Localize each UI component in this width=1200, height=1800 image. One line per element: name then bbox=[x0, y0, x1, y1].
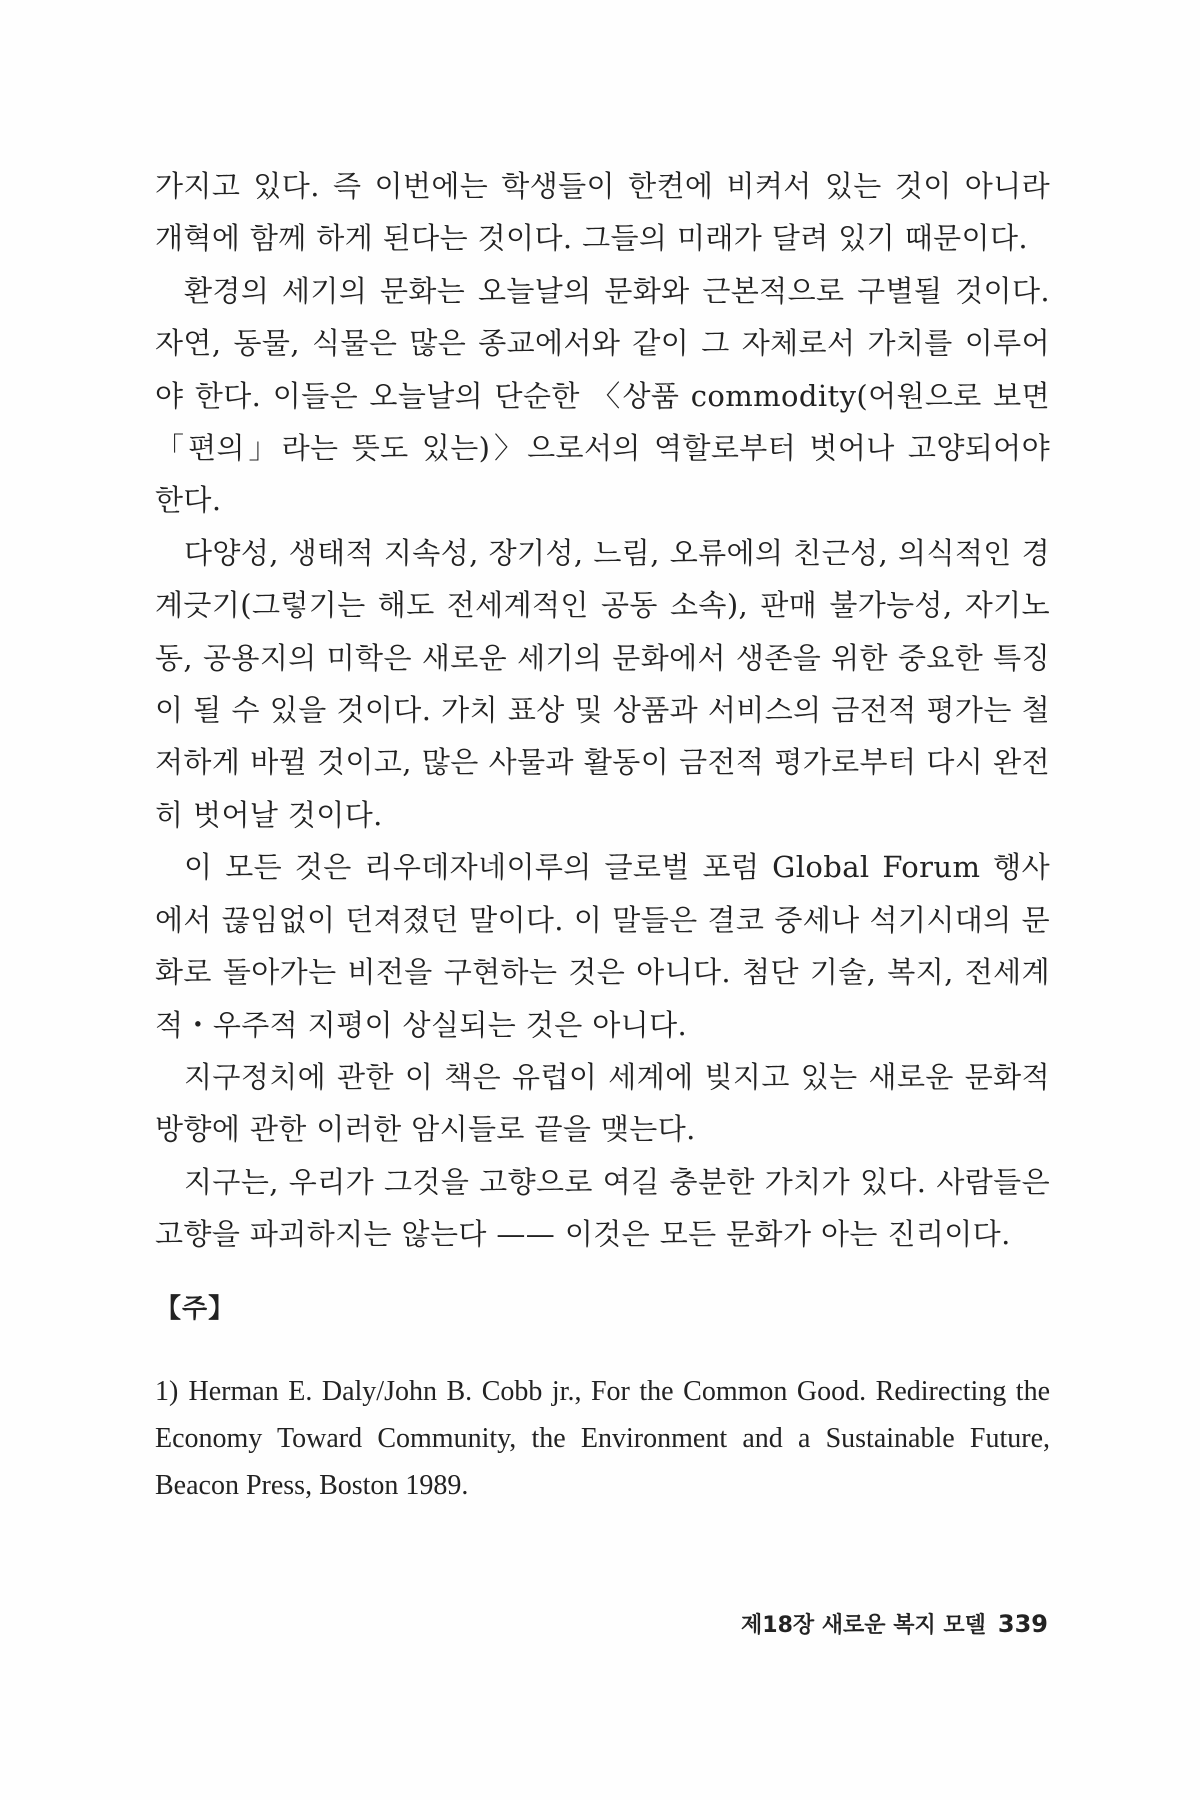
paragraph: 이 모든 것은 리우데자네이루의 글로벌 포럼 Global Forum 행사에서 끊임없이 던져졌던 말이다. 이 말들은 결코 중세나 석기시대의 문화로 돌아가는 비전을 구현하는 것은 아니다. 첨단 기술, 복지, 전세계적・우주적 지평이 상실되는 것은 아니다. bbox=[155, 850, 1050, 1042]
paragraph: 다양성, 생태적 지속성, 장기성, 느림, 오류에의 친근성, 의식적인 경계긋기(그렇기는 해도 전세계적인 공동 소속), 판매 불가능성, 자기노동, 공용지의 미학은 새로운 세기의 문화에서 생존을 위한 중요한 특징이 될 수 있을 것이다. 가치 표상 및 상품과 서비스의 금전적 평가는 철저하게 바뀔 것이고, 많은 사물과 활동이 금전적 평가로부터 다시 완전히 벗어날 것이다. bbox=[155, 535, 1050, 832]
notes-heading: 【주】 bbox=[155, 1294, 236, 1324]
main-text bbox=[155, 160, 1050, 1261]
paragraph: 지구는, 우리가 그것을 고향으로 여길 충분한 가치가 있다. 사람들은 고향을 파괴하지는 않는다 —— 이것은 모든 문화가 아는 진리이다. bbox=[155, 1164, 1050, 1252]
paragraph-continued: 가지고 있다. 즉 이번에는 학생들이 한켠에 비켜서 있는 것이 아니라 개혁에 함께 하게 된다는 것이다. 그들의 미래가 달려 있기 때문이다. bbox=[155, 169, 1050, 256]
page-number: 339 bbox=[997, 1610, 1048, 1638]
running-footer bbox=[741, 1608, 1048, 1639]
chapter-title: 제18장 새로운 복지 모델 bbox=[741, 1613, 986, 1638]
footnote-number: 1) bbox=[155, 1376, 179, 1407]
footnote-text: Herman E. Daly/John B. Cobb jr., For the Common Good. Redirecting the Economy Toward Community, the Environment and a Sustainable Future, Beacon Press, Boston 1989. bbox=[155, 1376, 1051, 1501]
paragraph: 지구정치에 관한 이 책은 유럽이 세계에 빚지고 있는 새로운 문화적 방향에 관한 이러한 암시들로 끝을 맺는다. bbox=[155, 1059, 1050, 1147]
footnote-item bbox=[155, 1368, 1050, 1509]
paragraph: 환경의 세기의 문화는 오늘날의 문화와 근본적으로 구별될 것이다. 자연, 동물, 식물은 많은 종교에서와 같이 그 자체로서 가치를 이루어야 한다. 이들은 오늘날의 단순한 〈상품 commodity(어원으로 보면 「편의」라는 뜻도 있는)〉으로서의 역할로부터 벗어나 고양되어야 한다. bbox=[155, 273, 1050, 518]
